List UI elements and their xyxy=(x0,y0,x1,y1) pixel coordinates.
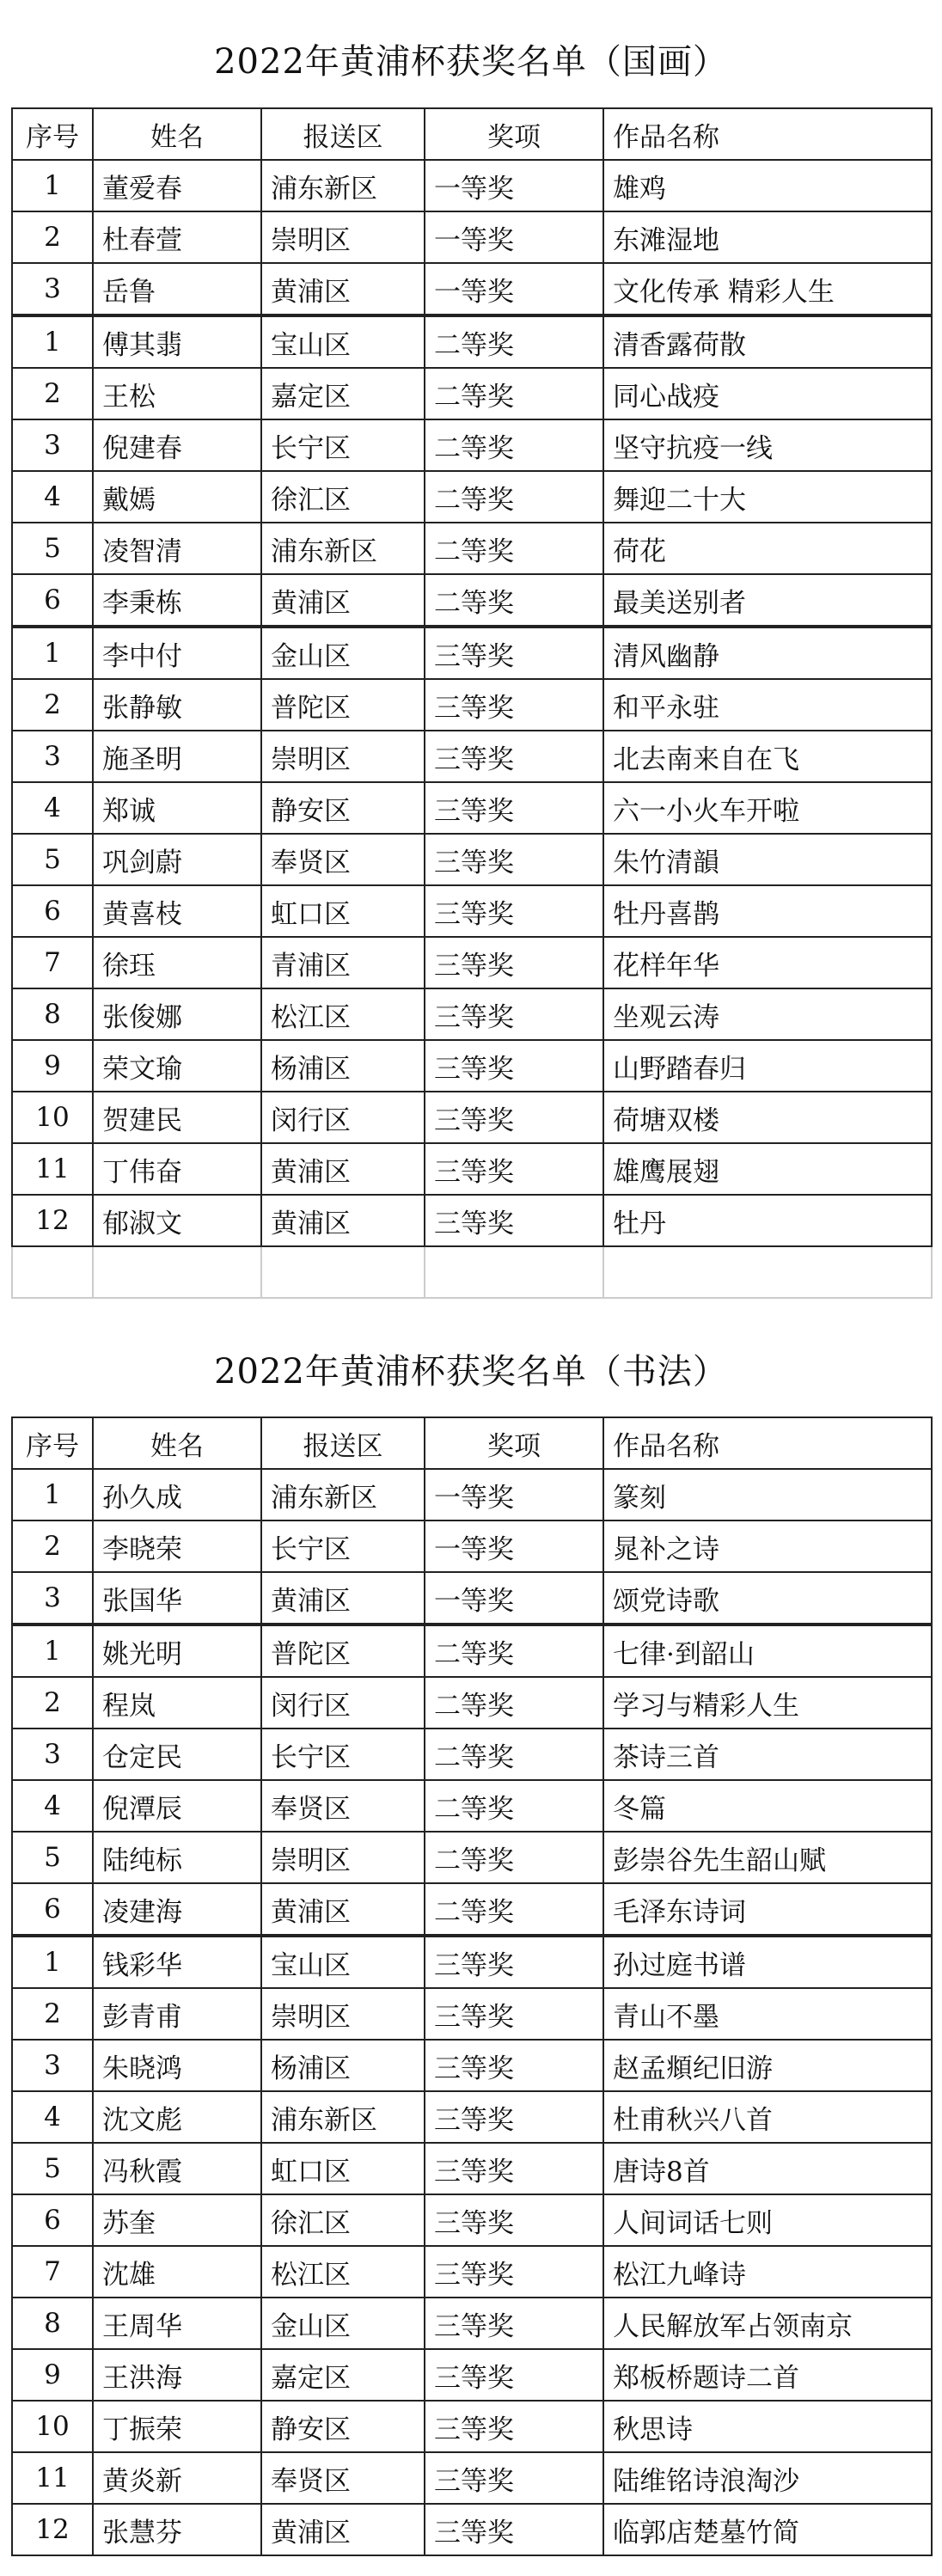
district-cell: 青浦区 xyxy=(261,937,425,988)
name-cell: 贺建民 xyxy=(93,1092,261,1143)
index-cell: 1 xyxy=(12,627,93,679)
name-cell: 徐珏 xyxy=(93,937,261,988)
name-cell: 姚光明 xyxy=(93,1625,261,1677)
award-cell: 三等奖 xyxy=(425,834,603,885)
district-cell: 长宁区 xyxy=(261,419,425,471)
award-cell: 三等奖 xyxy=(425,2040,603,2091)
table-row xyxy=(12,211,932,263)
name-cell: 董爱春 xyxy=(93,160,261,211)
name-cell: 倪潭辰 xyxy=(93,1780,261,1832)
empty-cell xyxy=(261,1246,425,1298)
award-cell: 一等奖 xyxy=(425,211,603,263)
award-cell: 二等奖 xyxy=(425,368,603,419)
award-cell: 二等奖 xyxy=(425,1832,603,1883)
index-cell: 9 xyxy=(12,1040,93,1092)
name-cell: 冯秋霞 xyxy=(93,2143,261,2194)
table-row xyxy=(12,1469,932,1521)
work-cell: 荷塘双楼 xyxy=(603,1092,932,1143)
district-cell: 嘉定区 xyxy=(261,368,425,419)
work-cell: 坚守抗疫一线 xyxy=(603,419,932,471)
name-cell: 彭青甫 xyxy=(93,1988,261,2040)
district-cell: 松江区 xyxy=(261,988,425,1040)
district-cell: 杨浦区 xyxy=(261,2040,425,2091)
table-row xyxy=(12,1883,932,1936)
award-cell: 一等奖 xyxy=(425,1521,603,1572)
award-cell: 三等奖 xyxy=(425,885,603,937)
table-row xyxy=(12,574,932,627)
work-cell: 杜甫秋兴八首 xyxy=(603,2091,932,2143)
index-cell: 2 xyxy=(12,1677,93,1729)
district-cell: 徐汇区 xyxy=(261,471,425,523)
table-row xyxy=(12,1780,932,1832)
award-cell: 三等奖 xyxy=(425,1936,603,1988)
index-cell: 1 xyxy=(12,315,93,368)
award-cell: 三等奖 xyxy=(425,937,603,988)
work-cell: 七律·到韶山 xyxy=(603,1625,932,1677)
work-cell: 和平永驻 xyxy=(603,679,932,731)
index-cell: 8 xyxy=(12,988,93,1040)
work-cell: 郑板桥题诗二首 xyxy=(603,2349,932,2401)
district-cell: 闵行区 xyxy=(261,1092,425,1143)
district-cell: 普陀区 xyxy=(261,1625,425,1677)
table-row xyxy=(12,2040,932,2091)
work-cell: 赵孟頫纪旧游 xyxy=(603,2040,932,2091)
index-cell: 2 xyxy=(12,211,93,263)
table-row xyxy=(12,2194,932,2246)
name-cell: 李晓荣 xyxy=(93,1521,261,1572)
award-cell: 二等奖 xyxy=(425,1729,603,1780)
table-row xyxy=(12,2143,932,2194)
work-cell: 雄鸡 xyxy=(603,160,932,211)
table-row xyxy=(12,523,932,574)
index-cell: 6 xyxy=(12,2194,93,2246)
table-row xyxy=(12,2246,932,2298)
table-row xyxy=(12,679,932,731)
empty-cell xyxy=(425,1246,603,1298)
work-cell: 坐观云涛 xyxy=(603,988,932,1040)
award-cell: 三等奖 xyxy=(425,782,603,834)
district-cell: 黄浦区 xyxy=(261,1195,425,1246)
district-cell: 黄浦区 xyxy=(261,263,425,315)
name-cell: 岳鲁 xyxy=(93,263,261,315)
table-row xyxy=(12,1625,932,1677)
index-cell: 4 xyxy=(12,2091,93,2143)
index-cell: 3 xyxy=(12,731,93,782)
name-cell: 张静敏 xyxy=(93,679,261,731)
district-cell: 黄浦区 xyxy=(261,1572,425,1625)
index-cell: 7 xyxy=(12,2246,93,2298)
header-cell-district: 报送区 xyxy=(261,1417,425,1469)
table-row xyxy=(12,2091,932,2143)
index-cell: 4 xyxy=(12,1780,93,1832)
district-cell: 黄浦区 xyxy=(261,1883,425,1936)
district-cell: 黄浦区 xyxy=(261,2504,425,2555)
name-cell: 朱晓鸿 xyxy=(93,2040,261,2091)
work-cell: 毛泽东诗词 xyxy=(603,1883,932,1936)
table-header-row xyxy=(12,1417,932,1469)
index-cell: 6 xyxy=(12,1883,93,1936)
table-row xyxy=(12,627,932,679)
table-row xyxy=(12,2504,932,2555)
work-cell: 陆维铭诗浪淘沙 xyxy=(603,2452,932,2504)
empty-cell xyxy=(93,1246,261,1298)
work-cell: 雄鹰展翅 xyxy=(603,1143,932,1195)
work-cell: 朱竹清韻 xyxy=(603,834,932,885)
index-cell: 7 xyxy=(12,937,93,988)
work-cell: 青山不墨 xyxy=(603,1988,932,2040)
name-cell: 郁淑文 xyxy=(93,1195,261,1246)
table-section-guohua xyxy=(11,0,931,1289)
table-row xyxy=(12,937,932,988)
work-cell: 牡丹 xyxy=(603,1195,932,1246)
work-cell: 山野踏春归 xyxy=(603,1040,932,1092)
index-cell: 1 xyxy=(12,1469,93,1521)
name-cell: 王松 xyxy=(93,368,261,419)
index-cell: 10 xyxy=(12,1092,93,1143)
work-cell: 茶诗三首 xyxy=(603,1729,932,1780)
index-cell: 10 xyxy=(12,2401,93,2452)
district-cell: 静安区 xyxy=(261,782,425,834)
name-cell: 张国华 xyxy=(93,1572,261,1625)
award-cell: 一等奖 xyxy=(425,263,603,315)
award-cell: 二等奖 xyxy=(425,1677,603,1729)
district-cell: 杨浦区 xyxy=(261,1040,425,1092)
work-cell: 清香露荷散 xyxy=(603,315,932,368)
index-cell: 1 xyxy=(12,160,93,211)
table-row xyxy=(12,2349,932,2401)
award-cell: 二等奖 xyxy=(425,574,603,627)
district-cell: 长宁区 xyxy=(261,1521,425,1572)
district-cell: 奉贤区 xyxy=(261,2452,425,2504)
index-cell: 5 xyxy=(12,523,93,574)
award-cell: 二等奖 xyxy=(425,471,603,523)
index-cell: 3 xyxy=(12,263,93,315)
district-cell: 崇明区 xyxy=(261,1988,425,2040)
name-cell: 戴嫣 xyxy=(93,471,261,523)
district-cell: 浦东新区 xyxy=(261,1469,425,1521)
award-table-shufa xyxy=(11,1416,933,2556)
district-cell: 长宁区 xyxy=(261,1729,425,1780)
table-row xyxy=(12,368,932,419)
district-cell: 金山区 xyxy=(261,627,425,679)
index-cell: 8 xyxy=(12,2298,93,2349)
work-cell: 人间词话七则 xyxy=(603,2194,932,2246)
work-cell: 牡丹喜鹊 xyxy=(603,885,932,937)
award-cell: 二等奖 xyxy=(425,1780,603,1832)
table-row xyxy=(12,1521,932,1572)
name-cell: 黄喜枝 xyxy=(93,885,261,937)
index-cell: 2 xyxy=(12,368,93,419)
district-cell: 静安区 xyxy=(261,2401,425,2452)
name-cell: 杜春萱 xyxy=(93,211,261,263)
table-row xyxy=(12,782,932,834)
work-cell: 篆刻 xyxy=(603,1469,932,1521)
header-cell-district: 报送区 xyxy=(261,108,425,160)
index-cell: 5 xyxy=(12,834,93,885)
work-cell: 松江九峰诗 xyxy=(603,2246,932,2298)
work-cell: 北去南来自在飞 xyxy=(603,731,932,782)
work-cell: 彭崇谷先生韶山赋 xyxy=(603,1832,932,1883)
award-cell: 三等奖 xyxy=(425,2143,603,2194)
work-cell: 最美送别者 xyxy=(603,574,932,627)
award-table-guohua xyxy=(11,107,933,1299)
district-cell: 嘉定区 xyxy=(261,2349,425,2401)
work-cell: 同心战疫 xyxy=(603,368,932,419)
header-cell-work: 作品名称 xyxy=(603,108,932,160)
award-cell: 三等奖 xyxy=(425,1092,603,1143)
table-row xyxy=(12,1092,932,1143)
award-cell: 三等奖 xyxy=(425,2349,603,2401)
index-cell: 5 xyxy=(12,1832,93,1883)
district-cell: 虹口区 xyxy=(261,885,425,937)
award-cell: 三等奖 xyxy=(425,2401,603,2452)
index-cell: 4 xyxy=(12,782,93,834)
award-cell: 二等奖 xyxy=(425,1625,603,1677)
district-cell: 奉贤区 xyxy=(261,834,425,885)
empty-cell xyxy=(12,1246,93,1298)
work-cell: 花样年华 xyxy=(603,937,932,988)
district-cell: 黄浦区 xyxy=(261,574,425,627)
table-row xyxy=(12,2401,932,2452)
award-cell: 二等奖 xyxy=(425,1883,603,1936)
district-cell: 虹口区 xyxy=(261,2143,425,2194)
district-cell: 崇明区 xyxy=(261,731,425,782)
name-cell: 钱彩华 xyxy=(93,1936,261,1988)
index-cell: 6 xyxy=(12,885,93,937)
award-cell: 二等奖 xyxy=(425,315,603,368)
header-cell-index: 序号 xyxy=(12,108,93,160)
award-cell: 三等奖 xyxy=(425,1988,603,2040)
index-cell: 11 xyxy=(12,2452,93,2504)
index-cell: 3 xyxy=(12,419,93,471)
table-row xyxy=(12,263,932,315)
name-cell: 凌智清 xyxy=(93,523,261,574)
table-section-shufa xyxy=(11,1309,931,2576)
index-cell: 2 xyxy=(12,1988,93,2040)
index-cell: 3 xyxy=(12,2040,93,2091)
work-cell: 秋思诗 xyxy=(603,2401,932,2452)
table-row xyxy=(12,419,932,471)
table-row xyxy=(12,1936,932,1988)
work-cell: 晁补之诗 xyxy=(603,1521,932,1572)
award-cell: 三等奖 xyxy=(425,2504,603,2555)
header-cell-award: 奖项 xyxy=(425,1417,603,1469)
name-cell: 丁伟奋 xyxy=(93,1143,261,1195)
table-row xyxy=(12,1729,932,1780)
name-cell: 傅其翡 xyxy=(93,315,261,368)
index-cell: 3 xyxy=(12,1729,93,1780)
table-row xyxy=(12,160,932,211)
award-cell: 一等奖 xyxy=(425,1469,603,1521)
work-cell: 东滩湿地 xyxy=(603,211,932,263)
name-cell: 倪建春 xyxy=(93,419,261,471)
name-cell: 程岚 xyxy=(93,1677,261,1729)
index-cell: 9 xyxy=(12,2349,93,2401)
table-row xyxy=(12,1195,932,1246)
name-cell: 丁振荣 xyxy=(93,2401,261,2452)
table-row xyxy=(12,1832,932,1883)
work-cell: 颂党诗歌 xyxy=(603,1572,932,1625)
award-cell: 一等奖 xyxy=(425,1572,603,1625)
name-cell: 郑诚 xyxy=(93,782,261,834)
award-cell: 三等奖 xyxy=(425,2091,603,2143)
name-cell: 张俊娜 xyxy=(93,988,261,1040)
work-cell: 冬篇 xyxy=(603,1780,932,1832)
work-cell: 唐诗8首 xyxy=(603,2143,932,2194)
index-cell: 6 xyxy=(12,574,93,627)
index-cell: 12 xyxy=(12,2504,93,2555)
table-title: 2022年黄浦杯获奖名单（书法） xyxy=(214,1352,728,1392)
award-cell: 三等奖 xyxy=(425,627,603,679)
award-cell: 三等奖 xyxy=(425,988,603,1040)
index-cell: 11 xyxy=(12,1143,93,1195)
table-body xyxy=(12,1469,932,2555)
name-cell: 巩剑蔚 xyxy=(93,834,261,885)
index-cell: 2 xyxy=(12,1521,93,1572)
name-cell: 黄炎新 xyxy=(93,2452,261,2504)
table-body xyxy=(12,160,932,1298)
award-cell: 三等奖 xyxy=(425,2452,603,2504)
table-row xyxy=(12,885,932,937)
award-cell: 三等奖 xyxy=(425,731,603,782)
index-cell: 3 xyxy=(12,1572,93,1625)
award-cell: 三等奖 xyxy=(425,2194,603,2246)
table-row xyxy=(12,2452,932,2504)
table-row xyxy=(12,1143,932,1195)
work-cell: 文化传承 精彩人生 xyxy=(603,263,932,315)
table-title: 2022年黄浦杯获奖名单（国画） xyxy=(214,42,728,82)
award-cell: 二等奖 xyxy=(425,419,603,471)
award-cell: 三等奖 xyxy=(425,679,603,731)
district-cell: 浦东新区 xyxy=(261,160,425,211)
award-cell: 三等奖 xyxy=(425,1195,603,1246)
index-cell: 2 xyxy=(12,679,93,731)
table-row xyxy=(12,834,932,885)
name-cell: 陆纯标 xyxy=(93,1832,261,1883)
table-row xyxy=(12,988,932,1040)
district-cell: 金山区 xyxy=(261,2298,425,2349)
name-cell: 张慧芬 xyxy=(93,2504,261,2555)
empty-cell xyxy=(603,1246,932,1298)
work-cell: 临郭店楚墓竹简 xyxy=(603,2504,932,2555)
district-cell: 宝山区 xyxy=(261,1936,425,1988)
name-cell: 苏奎 xyxy=(93,2194,261,2246)
name-cell: 沈文彪 xyxy=(93,2091,261,2143)
name-cell: 施圣明 xyxy=(93,731,261,782)
district-cell: 徐汇区 xyxy=(261,2194,425,2246)
district-cell: 普陀区 xyxy=(261,679,425,731)
name-cell: 仓定民 xyxy=(93,1729,261,1780)
table-row xyxy=(12,1040,932,1092)
index-cell: 4 xyxy=(12,471,93,523)
index-cell: 5 xyxy=(12,2143,93,2194)
name-cell: 孙久成 xyxy=(93,1469,261,1521)
work-cell: 荷花 xyxy=(603,523,932,574)
district-cell: 浦东新区 xyxy=(261,523,425,574)
award-cell: 三等奖 xyxy=(425,1040,603,1092)
award-cell: 三等奖 xyxy=(425,2246,603,2298)
name-cell: 王洪海 xyxy=(93,2349,261,2401)
name-cell: 沈雄 xyxy=(93,2246,261,2298)
table-row xyxy=(12,2298,932,2349)
table-row xyxy=(12,471,932,523)
award-cell: 一等奖 xyxy=(425,160,603,211)
name-cell: 荣文瑜 xyxy=(93,1040,261,1092)
table-row xyxy=(12,1572,932,1625)
header-cell-work: 作品名称 xyxy=(603,1417,932,1469)
district-cell: 松江区 xyxy=(261,2246,425,2298)
district-cell: 黄浦区 xyxy=(261,1143,425,1195)
header-cell-award: 奖项 xyxy=(425,108,603,160)
header-cell-name: 姓名 xyxy=(93,1417,261,1469)
table-header-row xyxy=(12,108,932,160)
district-cell: 宝山区 xyxy=(261,315,425,368)
work-cell: 舞迎二十大 xyxy=(603,471,932,523)
table-row xyxy=(12,1988,932,2040)
empty-row xyxy=(12,1246,932,1298)
work-cell: 学习与精彩人生 xyxy=(603,1677,932,1729)
district-cell: 闵行区 xyxy=(261,1677,425,1729)
district-cell: 浦东新区 xyxy=(261,2091,425,2143)
index-cell: 1 xyxy=(12,1936,93,1988)
header-cell-index: 序号 xyxy=(12,1417,93,1469)
district-cell: 崇明区 xyxy=(261,1832,425,1883)
award-cell: 二等奖 xyxy=(425,523,603,574)
name-cell: 凌建海 xyxy=(93,1883,261,1936)
award-cell: 三等奖 xyxy=(425,1143,603,1195)
name-cell: 王周华 xyxy=(93,2298,261,2349)
table-row xyxy=(12,731,932,782)
index-cell: 1 xyxy=(12,1625,93,1677)
award-cell: 三等奖 xyxy=(425,2298,603,2349)
table-row xyxy=(12,315,932,368)
index-cell: 12 xyxy=(12,1195,93,1246)
work-cell: 人民解放军占领南京 xyxy=(603,2298,932,2349)
district-cell: 崇明区 xyxy=(261,211,425,263)
work-cell: 清风幽静 xyxy=(603,627,932,679)
header-cell-name: 姓名 xyxy=(93,108,261,160)
name-cell: 李秉栋 xyxy=(93,574,261,627)
work-cell: 孙过庭书谱 xyxy=(603,1936,932,1988)
work-cell: 六一小火车开啦 xyxy=(603,782,932,834)
name-cell: 李中付 xyxy=(93,627,261,679)
district-cell: 奉贤区 xyxy=(261,1780,425,1832)
table-row xyxy=(12,1677,932,1729)
